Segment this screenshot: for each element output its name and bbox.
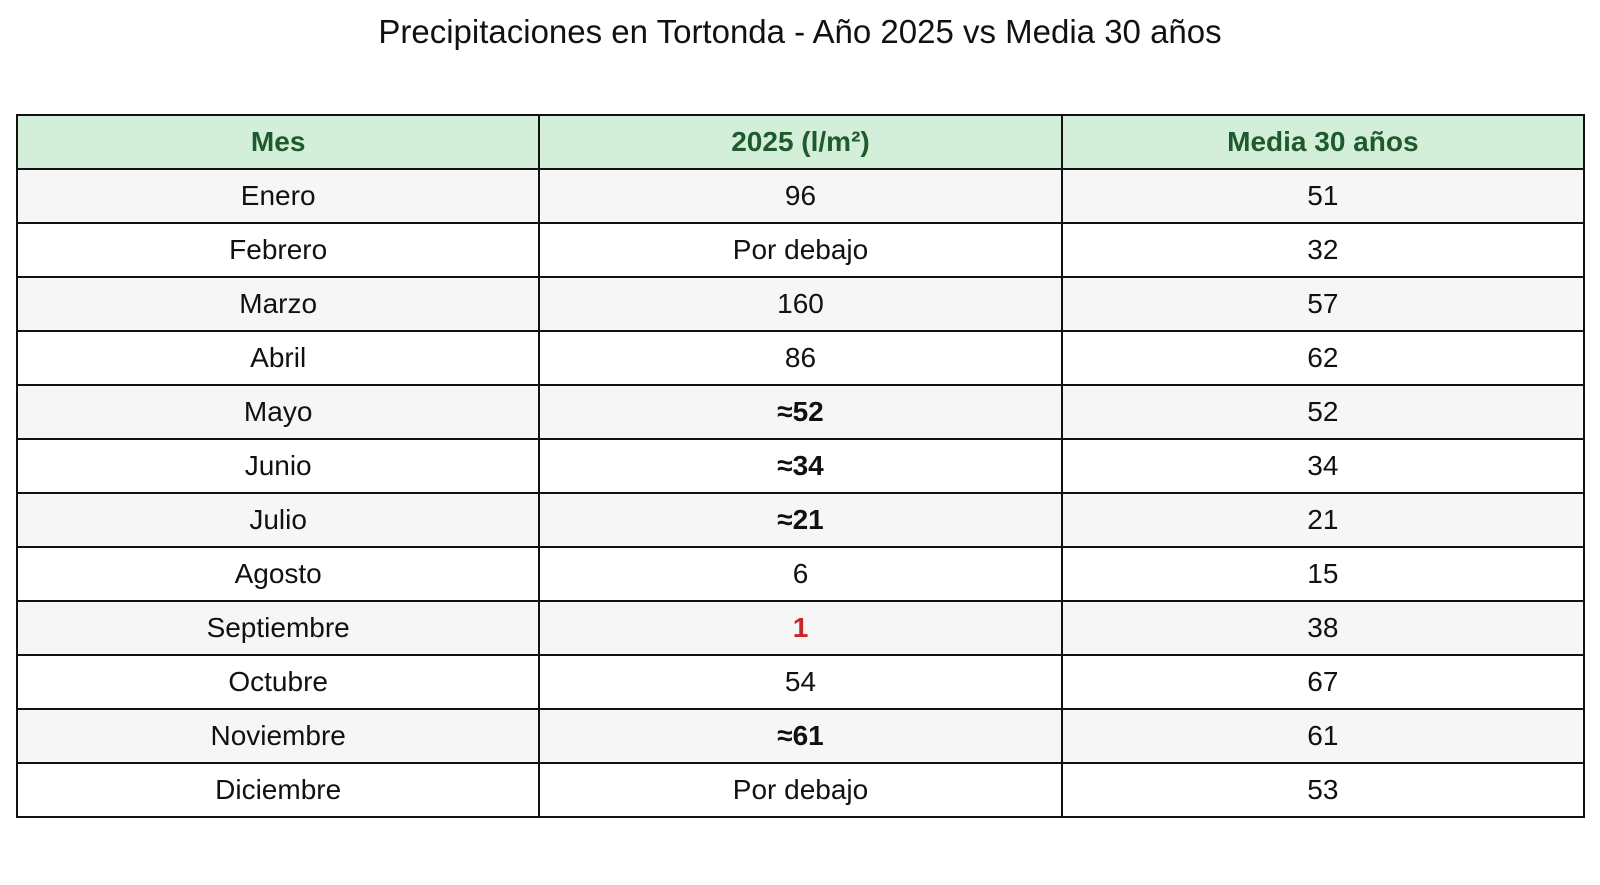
- table-header-row: [17, 115, 1584, 169]
- cell-mes: Abril: [17, 331, 539, 385]
- table-row: [17, 331, 1584, 385]
- cell-media-value: 67: [1062, 655, 1584, 709]
- cell-2025-value: ≈52: [539, 385, 1061, 439]
- table-body: [17, 169, 1584, 817]
- cell-media-value: 57: [1062, 277, 1584, 331]
- cell-mes: Mayo: [17, 385, 539, 439]
- table-row: [17, 493, 1584, 547]
- cell-2025-value: 54: [539, 655, 1061, 709]
- cell-mes: Marzo: [17, 277, 539, 331]
- cell-media-value: 51: [1062, 169, 1584, 223]
- cell-media-value: 53: [1062, 763, 1584, 817]
- cell-2025-value: ≈61: [539, 709, 1061, 763]
- cell-2025-value: 86: [539, 331, 1061, 385]
- table-row: [17, 439, 1584, 493]
- cell-mes: Diciembre: [17, 763, 539, 817]
- table-row: [17, 385, 1584, 439]
- table-row: [17, 709, 1584, 763]
- column-header-media: Media 30 años: [1062, 115, 1584, 169]
- cell-media-value: 32: [1062, 223, 1584, 277]
- cell-2025-value: ≈34: [539, 439, 1061, 493]
- cell-mes: Agosto: [17, 547, 539, 601]
- cell-2025-value: Por debajo: [539, 763, 1061, 817]
- table-row: [17, 547, 1584, 601]
- page-title: Precipitaciones en Tortonda - Año 2025 vs Media 30 años: [378, 13, 1222, 50]
- column-header-2025: 2025 (l/m²): [539, 115, 1061, 169]
- cell-2025-value: ≈21: [539, 493, 1061, 547]
- cell-mes: Septiembre: [17, 601, 539, 655]
- table-row: [17, 601, 1584, 655]
- cell-mes: Febrero: [17, 223, 539, 277]
- cell-2025-value: 1: [539, 601, 1061, 655]
- cell-mes: Junio: [17, 439, 539, 493]
- cell-media-value: 61: [1062, 709, 1584, 763]
- table-row: [17, 655, 1584, 709]
- cell-mes: Octubre: [17, 655, 539, 709]
- cell-2025-value: Por debajo: [539, 223, 1061, 277]
- cell-media-value: 52: [1062, 385, 1584, 439]
- cell-2025-value: 6: [539, 547, 1061, 601]
- cell-media-value: 15: [1062, 547, 1584, 601]
- column-header-mes: Mes: [17, 115, 539, 169]
- table-row: [17, 277, 1584, 331]
- cell-2025-value: 160: [539, 277, 1061, 331]
- precipitation-table: [16, 114, 1585, 818]
- table-row: [17, 223, 1584, 277]
- table-row: [17, 763, 1584, 817]
- cell-mes: Enero: [17, 169, 539, 223]
- cell-media-value: 21: [1062, 493, 1584, 547]
- cell-mes: Noviembre: [17, 709, 539, 763]
- cell-2025-value: 96: [539, 169, 1061, 223]
- cell-media-value: 62: [1062, 331, 1584, 385]
- cell-mes: Julio: [17, 493, 539, 547]
- cell-media-value: 38: [1062, 601, 1584, 655]
- table-row: [17, 169, 1584, 223]
- cell-media-value: 34: [1062, 439, 1584, 493]
